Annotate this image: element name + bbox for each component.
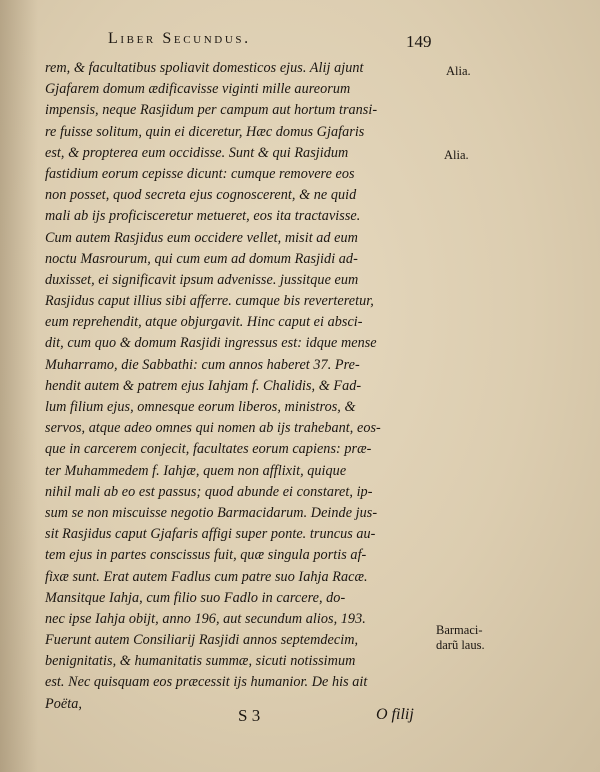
- text-line: sum se non miscuisse negotio Barmacidarum. Deinde jus-: [45, 504, 378, 521]
- text-line: Mansitque Iahja, cum filio suo Fadlo in carcere, do-: [45, 589, 346, 606]
- marginal-note: Alia.: [444, 148, 469, 162]
- text-line: nec ipse Iahja obijt, anno 196, aut secundum alios, 193.: [45, 610, 366, 627]
- text-line: Rasjidus caput illius sibi afferre. cumque bis reverteretur,: [45, 293, 374, 310]
- text-line: re fuisse solitum, quin ei diceretur, Hæc domus Gjafaris: [45, 123, 365, 140]
- marginal-note: Alia.: [446, 64, 471, 78]
- text-line: Poëta,: [45, 695, 82, 712]
- text-line: rem, & facultatibus spoliavit domesticos ejus. Alij ajunt: [45, 60, 364, 76]
- text-line: ter Muhammedem f. Iahjæ, quem non afflixit, quique: [45, 462, 347, 479]
- text-line: est, & propterea eum occidisse. Sunt & qui Rasjidum: [45, 144, 349, 161]
- text-line: Fuerunt autem Consiliarij Rasjidi annos septemdecim,: [45, 632, 359, 649]
- text-line: Gjafarem domum ædificavisse viginti mille aureorum: [45, 81, 351, 98]
- signature-mark: S 3: [238, 706, 261, 725]
- text-line: tem ejus in partes conscissus fuit, quæ singula portis af-: [45, 547, 367, 564]
- text-line: noctu Masrourum, qui cum eum ad domum Rasjidi ad-: [45, 250, 358, 267]
- text-line: servos, atque adeo omnes qui nomen ab ijs trahebant, eos-: [45, 420, 381, 437]
- text-line: sit Rasjidus caput Gjafaris affigi super ponte. truncus au-: [45, 526, 376, 543]
- text-line: duxisset, ei significavit ipsum advenisse. jussitque eum: [45, 271, 359, 288]
- text-line: Muharramo, die Sabbathi: cum annos haberet 37. Pre-: [45, 356, 360, 373]
- text-line: nihil mali ab eo est passus; quod abunde ei constaret, ip-: [45, 483, 373, 500]
- text-line: est. Nec quisquam eos præcessit ijs humanior. De his ait: [45, 674, 368, 691]
- text-line: mali ab ijs proficisceretur metueret, eos ita tractavisse.: [45, 208, 361, 225]
- text-line: non posset, quod secreta ejus cognoscerent, & ne quid: [45, 187, 357, 204]
- text-line: benignitatis, & humanitatis summæ, sicuti notissimum: [45, 653, 356, 670]
- catchword: O filij: [376, 706, 414, 723]
- text-line: fastidium eorum cepisse dicunt: cumque removere eos: [45, 165, 355, 182]
- text-line: Cum autem Rasjidus eum occidere vellet, misit ad eum: [45, 229, 358, 246]
- text-line: fixæ sunt. Erat autem Fadlus cum patre suo Iahja Racæ.: [45, 568, 368, 585]
- text-line: impensis, neque Rasjidum per campum aut hortum transi-: [45, 102, 378, 119]
- text-line: eum reprehendit, atque objurgavit. Hinc caput ei absci-: [45, 314, 363, 331]
- text-line: lum filium ejus, omnesque eorum liberos, ministros, &: [45, 399, 356, 415]
- running-head: Liber Secundus.: [108, 30, 251, 47]
- marginal-note: Barmaci-: [436, 623, 483, 637]
- page-number: 149: [406, 32, 432, 51]
- body-text: [45, 58, 440, 715]
- text-line: hendit autem & patrem ejus Iahjam f. Chalidis, & Fad-: [45, 377, 362, 394]
- marginal-note: darũ laus.: [436, 638, 485, 652]
- text-line: que in carcerem conjecit, facultates eorum capiens: præ-: [45, 441, 372, 458]
- text-line: dit, cum quo & domum Rasjidi ingressus est: idque mense: [45, 335, 377, 352]
